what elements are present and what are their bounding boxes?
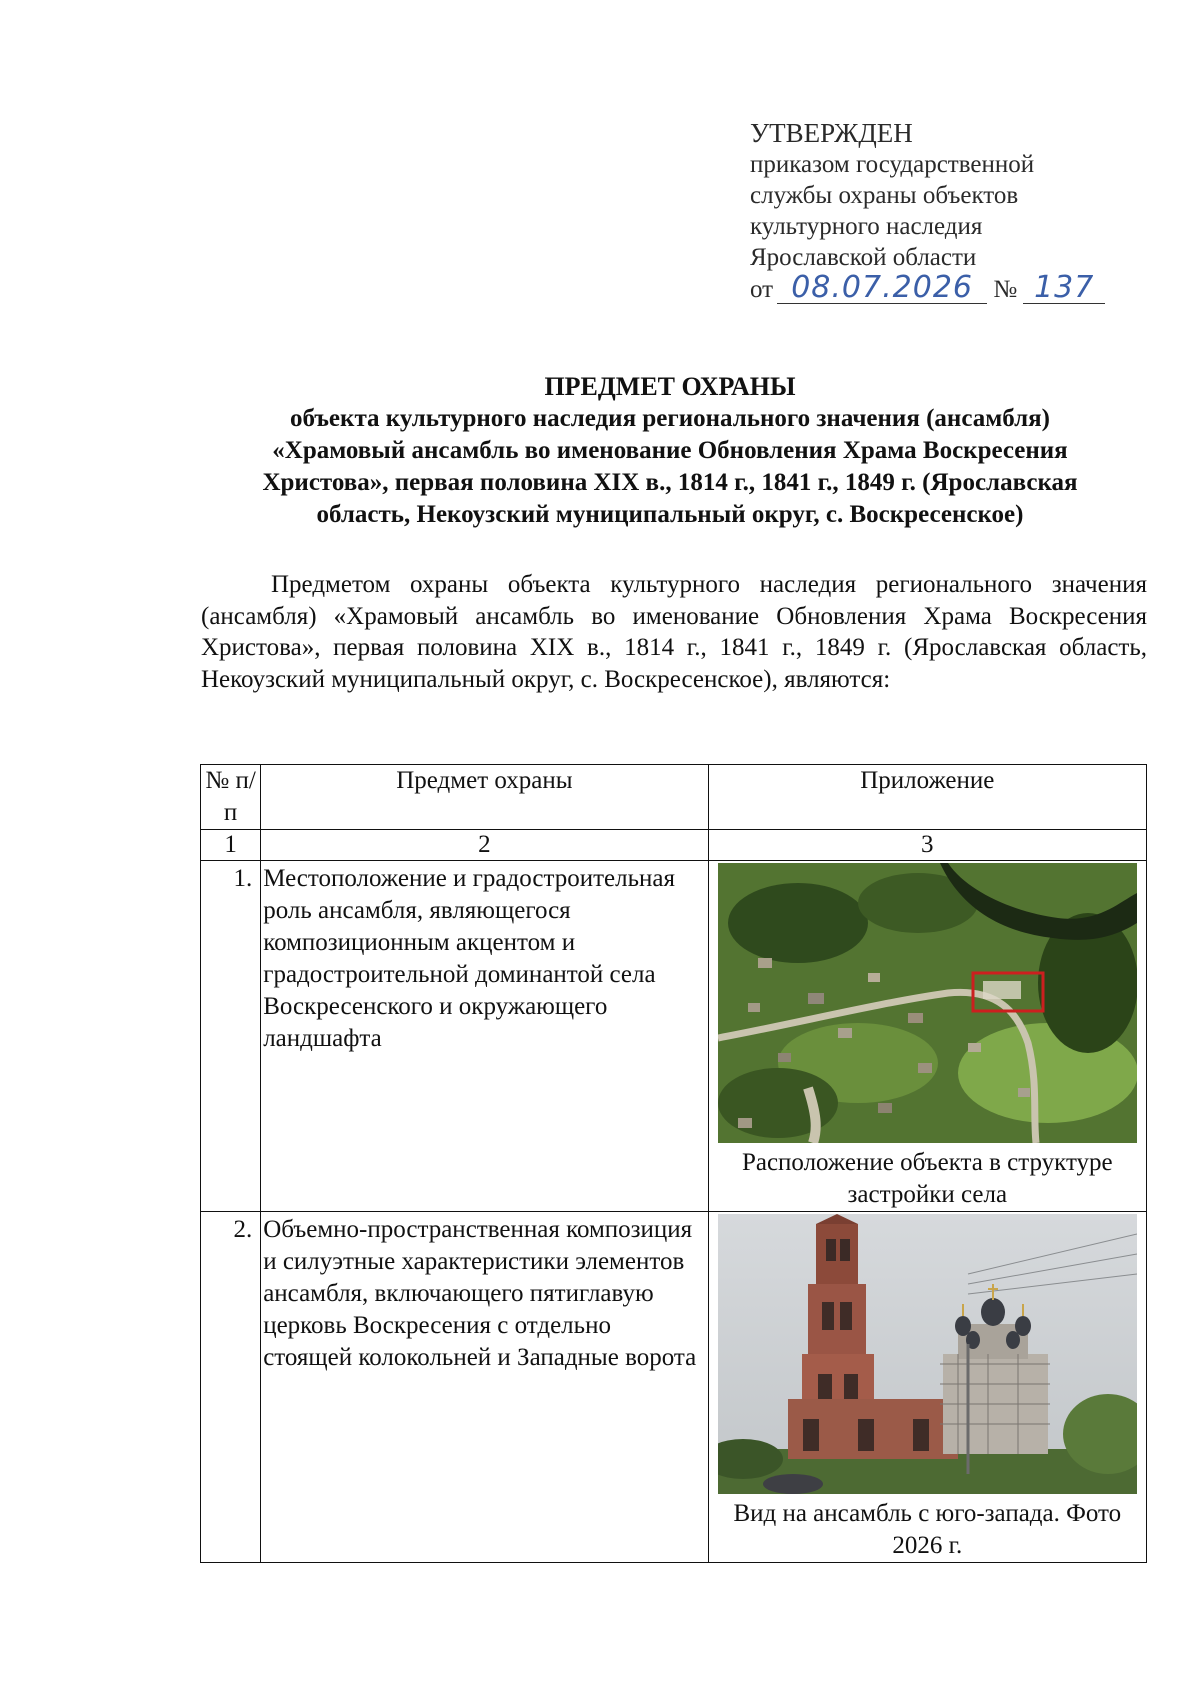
title-line: Христова», первая половина XIX в., 1814 г., 1841 г., 1849 г. (Ярославская (262, 469, 1078, 496)
table-header-row (201, 765, 1147, 830)
title-main: ПРЕДМЕТ ОХРАНЫ (544, 372, 796, 401)
row-subject-text: Объемно-пространственная композиция и силуэтные характеристики элементов ансамбля, включающего пятиглавую церковь Воскресения с отдельно стоящей колокольней и Западные ворота (261, 1212, 708, 1563)
approval-date: 08.07.2026 (777, 273, 987, 304)
title-line: объекта культурного наследия регионального значения (ансамбля) (289, 405, 1051, 432)
column-number-row (201, 830, 1147, 861)
number-label: № (993, 276, 1018, 303)
table-row (201, 861, 1147, 1212)
approval-line: культурного наследия (750, 213, 983, 240)
protection-table (200, 764, 1147, 1563)
column-number: 3 (708, 830, 1146, 861)
intro-paragraph (201, 569, 1147, 695)
header-subject: Предмет охраны (261, 765, 708, 830)
photo-caption: Расположение объекта в структуре застройки села (741, 1149, 1113, 1208)
approval-stamp-block (750, 118, 1130, 305)
church-photo (718, 1214, 1137, 1494)
appendix-cell (708, 861, 1146, 1212)
approval-line: службы охраны объектов (750, 182, 1019, 209)
appendix-cell (708, 1212, 1146, 1563)
from-label: от (750, 276, 774, 303)
row-number: 2. (201, 1212, 261, 1563)
document-title (190, 371, 1150, 531)
row-number: 1. (201, 861, 261, 1212)
header-num: № п/п (201, 765, 261, 830)
column-number: 1 (201, 830, 261, 861)
column-number: 2 (261, 830, 708, 861)
approval-date-number (750, 270, 1130, 305)
title-line: «Храмовый ансамбль во именование Обновления Храма Воскресения (272, 437, 1068, 464)
approved-label: УТВЕРЖДЕН (750, 118, 913, 148)
approval-line: приказом государственной (750, 151, 1035, 178)
approval-line: Ярославской области (750, 244, 977, 271)
approval-number: 137 (1023, 273, 1105, 304)
header-appendix: Приложение (708, 765, 1146, 830)
table-row (201, 1212, 1147, 1563)
intro-text: Предметом охраны объекта культурного наследия регионального значения (ансамбля) «Храмовый ансамбль во именование Обновления Храма Воскресения Христова», первая половина XIX в., 1814 г., 1841 г., 1849 г. (Ярославская область, Некоузский муниципальный округ, с. Воскресенское), являются: (201, 571, 1147, 693)
photo-caption: Вид на ансамбль с юго-запада. Фото 2026 г. (733, 1500, 1122, 1559)
title-line: область, Некоузский муниципальный округ, с. Воскресенское) (316, 501, 1024, 528)
aerial-photo (718, 863, 1137, 1143)
row-subject-text: Местоположение и градостроительная роль ансамбля, являющегося композиционным акцентом и градостроительной доминантой села Воскресенского и окружающего ландшафта (261, 861, 708, 1212)
